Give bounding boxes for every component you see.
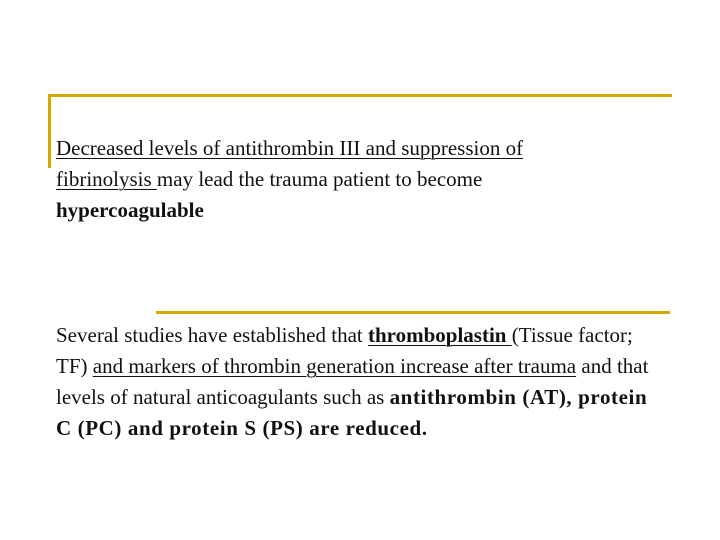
left-vertical-rule <box>48 94 51 168</box>
middle-horizontal-rule <box>156 311 670 314</box>
p1-bold-term: hypercoagulable <box>56 198 204 222</box>
p2-thromboplastin-term: thromboplastin <box>368 323 512 347</box>
p2-tissue-factor-text: (Tissue factor; TF) <box>56 323 633 378</box>
p2-anticoagulants-text: and that levels of natural anticoagulants such as <box>56 354 649 409</box>
p2-bold-anticoagulant-list: antithrombin (AT), protein C (PC) and protein S (PS) <box>56 385 648 440</box>
paragraph-hypercoagulable <box>56 133 616 226</box>
p2-intro-text: Several studies have established that <box>56 323 368 347</box>
p2-underlined-markers-text: and markers of thrombin generation increase after trauma <box>92 354 577 378</box>
top-horizontal-rule <box>48 94 672 97</box>
p1-plain-text: may lead the trauma patient to become <box>156 167 483 191</box>
p2-bold-reduced-text: are reduced. <box>309 416 428 440</box>
p1-underlined-text: Decreased levels of antithrombin III and suppression of fibrinolysis <box>56 136 524 191</box>
paragraph-studies <box>56 320 666 444</box>
